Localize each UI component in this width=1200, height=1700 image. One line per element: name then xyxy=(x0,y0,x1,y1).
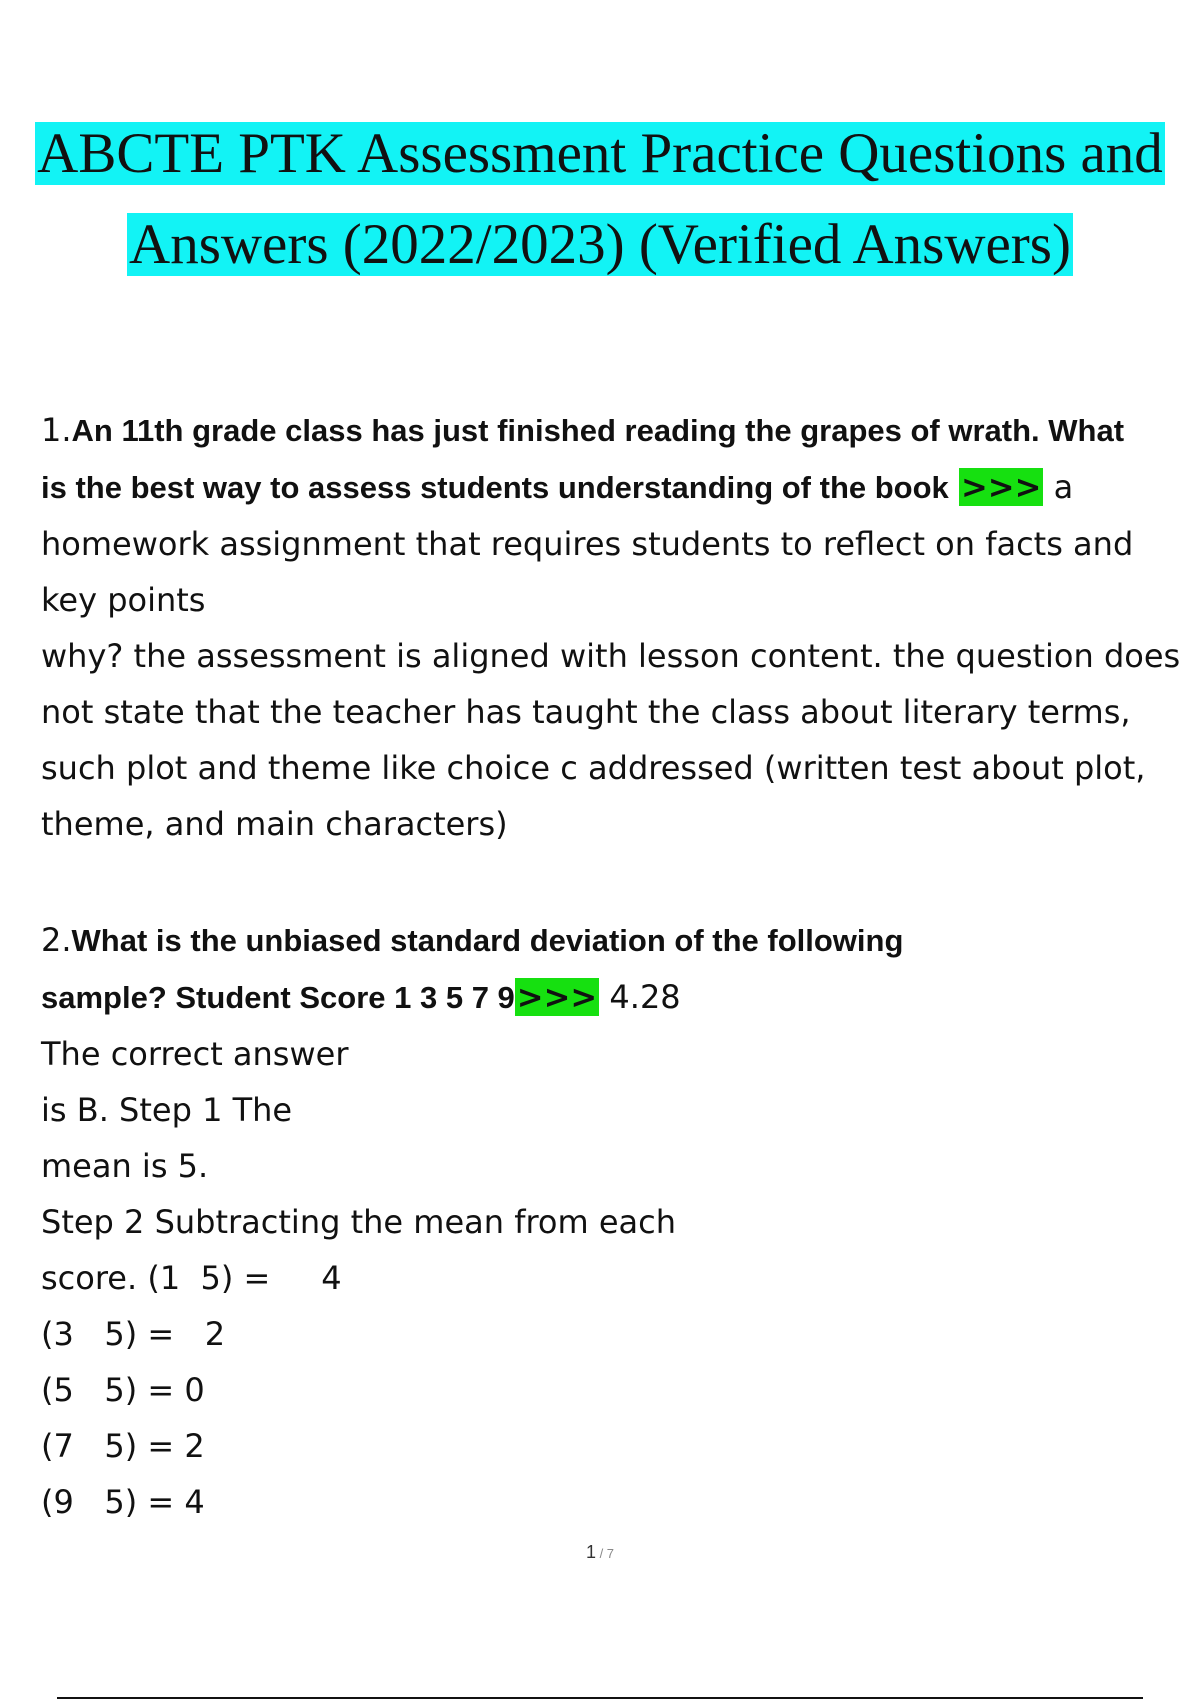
question-2-number: 2. xyxy=(41,921,72,959)
page-number xyxy=(0,1542,1200,1563)
answer-2-line: (5 5) = 0 xyxy=(41,1371,205,1409)
answer-2-line: is B. Step 1 The xyxy=(41,1091,293,1129)
answer-marker: >>> xyxy=(516,978,598,1016)
title-line-2: Answers (2022/2023) (Verified Answers) xyxy=(129,213,1071,276)
question-2-text-1: What is the unbiased standard deviation of the following xyxy=(71,923,904,958)
document-body xyxy=(41,402,1191,1530)
answer-1-line: not state that the teacher has taught the class about literary terms, xyxy=(41,693,1131,731)
page-current: 1 xyxy=(585,1542,596,1562)
answer-2-start: 4.28 xyxy=(599,978,681,1016)
page-divider xyxy=(57,1697,1143,1699)
answer-1-line: key points xyxy=(41,581,206,619)
answer-1-line: theme, and main characters) xyxy=(41,805,508,843)
question-1-line-1 xyxy=(41,402,1191,459)
question-1-line-2 xyxy=(41,459,1191,516)
question-1 xyxy=(41,402,1191,852)
question-1-text-1: An 11th grade class has just finished reading the grapes of wrath. What xyxy=(71,413,1125,448)
answer-2-line: The correct answer xyxy=(41,1035,349,1073)
answer-2-line: score. (1 5) = 4 xyxy=(41,1259,342,1297)
spacer xyxy=(41,852,1191,908)
answer-marker: >>> xyxy=(960,468,1042,506)
answer-2-line: mean is 5. xyxy=(41,1147,209,1185)
answer-2-line: (9 5) = 4 xyxy=(41,1483,205,1521)
question-1-text-2: is the best way to assess students understanding of the book xyxy=(41,470,949,505)
question-2 xyxy=(41,912,1191,1530)
document-title xyxy=(0,108,1200,290)
answer-2-line: (7 5) = 2 xyxy=(41,1427,205,1465)
question-2-line-2 xyxy=(41,969,1191,1026)
page-total: / 7 xyxy=(595,1546,615,1561)
answer-1-start: a xyxy=(1043,468,1074,506)
question-2-text-2: sample? Student Score 1 3 5 7 9 xyxy=(41,980,515,1015)
title-line-1: ABCTE PTK Assessment Practice Questions and xyxy=(37,122,1163,185)
question-2-line-1 xyxy=(41,912,1191,969)
answer-1-line: such plot and theme like choice c addressed (written test about plot, xyxy=(41,749,1146,787)
answer-1-line: why? the assessment is aligned with lesson content. the question does xyxy=(41,637,1181,675)
question-1-number: 1. xyxy=(41,411,72,449)
answer-2-line: Step 2 Subtracting the mean from each xyxy=(41,1203,676,1241)
answer-2-line: (3 5) = 2 xyxy=(41,1315,226,1353)
answer-1-line: homework assignment that requires students to reflect on facts and xyxy=(41,525,1134,563)
